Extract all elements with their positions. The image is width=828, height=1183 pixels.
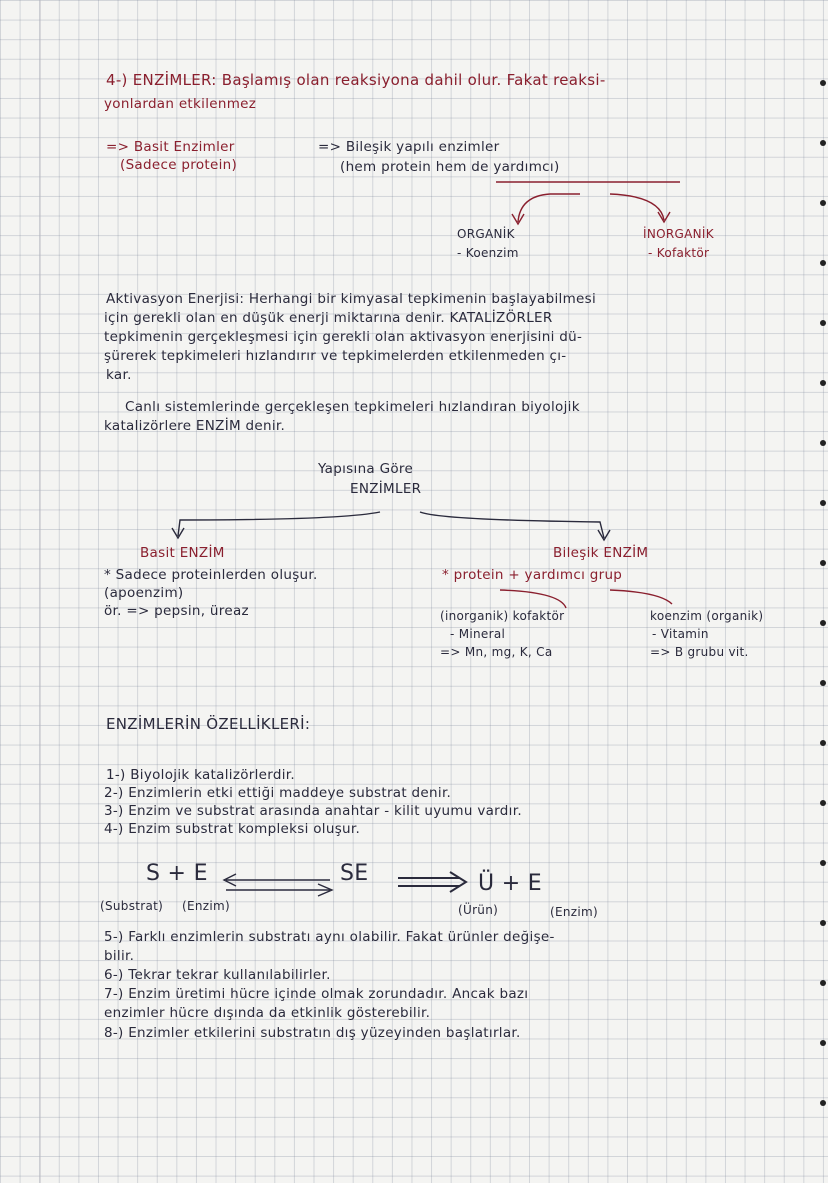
- inorganik-label: İNORGANİK: [643, 227, 714, 241]
- enzim-label: (Enzim): [182, 899, 230, 913]
- ozellik-5b: bilir.: [104, 948, 135, 964]
- urun-label: (Ürün): [458, 903, 499, 917]
- canli-line-1: Canlı sistemlerinde gerçekleşen tepkimeleri hızlandıran biyolojik: [125, 399, 580, 415]
- bilesik-enzimler-label: => Bileşik yapılı enzimler: [318, 139, 500, 155]
- canli-line-2: katalizörlere ENZİM denir.: [104, 418, 286, 434]
- ozellik-1: 1-) Biyolojik katalizörlerdir.: [106, 767, 296, 783]
- bilesik-enzim-heading: Bileşik ENZİM: [553, 545, 649, 561]
- basit-enzimler-sub: (Sadece protein): [120, 157, 238, 173]
- koenzim-organik: koenzim (organik): [650, 609, 764, 623]
- ozellik-8: 8-) Enzimler etkilerini substratın dış yüzeyinden başlatırlar.: [104, 1025, 521, 1041]
- aktivasyon-line-3: tepkimenin gerçekleşmesi için gerekli olan aktivasyon enerjisini dü-: [104, 329, 583, 345]
- basit-enzimler-label: => Basit Enzimler: [106, 139, 235, 155]
- aktivasyon-line-1: Aktivasyon Enerjisi: Herhangi bir kimyasal tepkimenin başlayabilmesi: [106, 291, 597, 307]
- aktivasyon-line-4: şürerek tepkimeleri hızlandırır ve tepkimelerden etkilenmeden çı-: [104, 348, 567, 364]
- basit-enzim-detail: * Sadece proteinlerden oluşur.: [104, 567, 318, 583]
- yapisina-gore: Yapısına Göre: [318, 461, 414, 477]
- binding-holes: [816, 0, 828, 1183]
- organik-label: ORGANİK: [457, 227, 515, 241]
- ozellik-7a: 7-) Enzim üretimi hücre içinde olmak zorundadır. Ancak bazı: [104, 986, 529, 1002]
- bilesik-enzim-detail: * protein + yardımcı grup: [442, 567, 623, 583]
- ozellik-2: 2-) Enzimlerin etki ettiği maddeye substrat denir.: [104, 785, 452, 801]
- aktivasyon-line-5: kar.: [106, 367, 132, 383]
- ozellik-6: 6-) Tekrar tekrar kullanılabilirler.: [104, 967, 331, 983]
- b-grubu-vit: => B grubu vit.: [650, 645, 749, 659]
- pepsin-ureaz: ör. => pepsin, üreaz: [104, 603, 249, 619]
- enzim-label-2: (Enzim): [550, 905, 598, 919]
- aktivasyon-line-2: için gerekli olan en düşük enerji miktarına denir. KATALİZÖRLER: [104, 310, 553, 326]
- text-line: yonlardan etkilenmez: [104, 96, 257, 112]
- inorganik-kofaktor: (inorganik) kofaktör: [440, 609, 565, 623]
- substrat-label: (Substrat): [100, 899, 164, 913]
- bilesik-enzimler-sub: (hem protein hem de yardımcı): [340, 159, 560, 175]
- ozellik-4: 4-) Enzim substrat kompleksi oluşur.: [104, 821, 361, 837]
- kofaktor-label: - Kofaktör: [648, 246, 710, 260]
- ozellik-7b: enzimler hücre dışında da etkinlik gösterebilir.: [104, 1005, 431, 1021]
- ozellikler-title: ENZİMLERİN ÖZELLİKLERİ:: [106, 715, 311, 733]
- ozellik-3: 3-) Enzim ve substrat arasında anahtar - kilit uyumu vardır.: [104, 803, 522, 819]
- formula-se: SE: [340, 861, 369, 886]
- apoenzim: (apoenzim): [104, 585, 184, 601]
- mineral: - Mineral: [450, 627, 506, 641]
- enzimler-heading: ENZİMLER: [350, 481, 422, 497]
- formula-s-e: S + E: [146, 861, 208, 886]
- formula-urun-enzim: Ü + E: [478, 871, 542, 896]
- basit-enzim-heading: Basit ENZİM: [140, 545, 225, 561]
- vitamin: - Vitamin: [652, 627, 709, 641]
- ozellik-5a: 5-) Farklı enzimlerin substratı aynı olabilir. Fakat ürünler değişe-: [104, 929, 555, 945]
- mineral-list: => Mn, mg, K, Ca: [440, 645, 553, 659]
- koenzim-label: - Koenzim: [457, 246, 519, 260]
- heading-enzimler: 4-) ENZİMLER: Başlamış olan reaksiyona dahil olur. Fakat reaksi-: [106, 71, 606, 89]
